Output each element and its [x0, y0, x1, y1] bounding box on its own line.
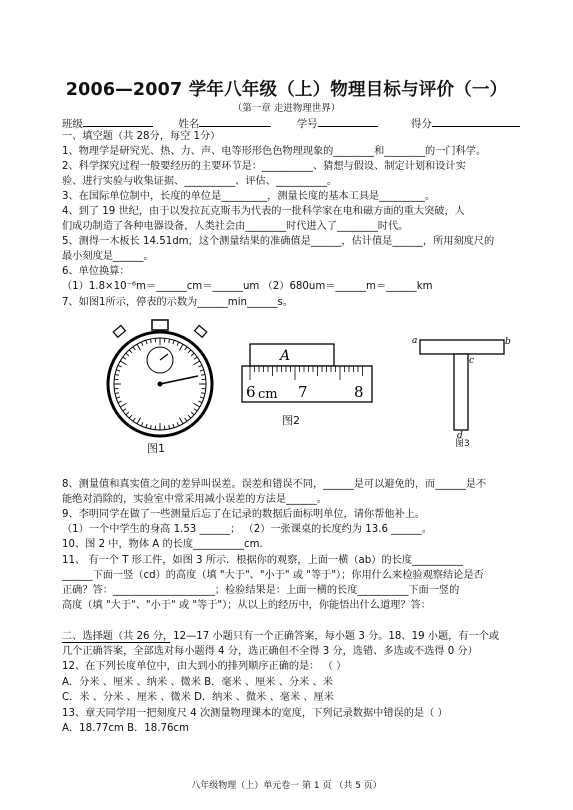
object-a-block — [250, 344, 334, 366]
question-line: 5、测得一木板长 14.51dm，这个测量结果的准确值是______，估计值是______，所用刻度尺的 — [62, 236, 495, 247]
question-line: 4、到了 19 世纪，由于以发拉瓦克斯韦为代表的一批科学家在电和磁方面的重大突破，人 — [62, 206, 465, 217]
ruler-number: 8 — [354, 383, 364, 401]
question-line: 8、测量值和真实值之间的差异叫误差。误差和错误不同，______是可以避免的，而______是不 — [62, 479, 487, 490]
question-line: 9、李明同学在做了一些测量后忘了在记录的数据后面标明单位，请你帮他补上。 — [62, 509, 426, 520]
ruler-number: 6 — [246, 383, 256, 401]
question-line: 10、图 2 中，物体 A 的长度__________cm. — [62, 539, 263, 550]
figure-2-caption: 图2 — [282, 414, 300, 427]
page-title: 2006—2007 学年八年级（上）物理目标与评价（一） — [65, 80, 508, 100]
question-line: 几个正确答案，全部选对每小题得 4 分，选正确但不全得 3 分，选错、多选或不选得 0 分） — [62, 646, 478, 657]
point-c-label: c — [469, 356, 475, 366]
question-line: 高度（填 "大于"、"小于" 或 "等于"）；从以上的经历中，你能悟出什么道理？答： — [62, 600, 431, 611]
question-line: 13、章天同学用一把刻度尺 4 次测量物理课本的宽度，下列记录数据中错误的是（ ） — [62, 708, 448, 719]
name-field[interactable] — [199, 116, 271, 127]
question-line: 最小刻度是______。 — [62, 251, 154, 262]
question-line: 正确？答：____________________；检验结果是：上面一横的长度__________下面一竖的 — [62, 585, 460, 596]
class-label: 班级 — [62, 118, 83, 130]
option-line: A．18.77cm B．18.76cm — [62, 723, 189, 734]
score-label: 得分 — [411, 118, 433, 130]
question-line: 6、单位换算： — [62, 266, 130, 277]
figure-3-caption: 图3 — [455, 439, 470, 449]
question-line: 能绝对消除的，实验室中常采用减小误差的方法是______。 — [62, 494, 327, 505]
question-line: （1）1.8×10⁻⁶m＝______cm＝______um （2）680um＝______m＝______km — [62, 281, 433, 292]
student-info-row — [62, 116, 532, 131]
id-label: 学号 — [296, 118, 318, 130]
class-field[interactable] — [83, 116, 153, 127]
question-line: 7、如图1所示，停表的示数为______min______s。 — [62, 297, 294, 308]
object-a-label: A — [280, 348, 291, 364]
question-line: 11、 有一个 T 形工件，如图 3 所示．根据你的观察，上面一横（ab）的长度__________ — [62, 555, 463, 566]
question-line: 2、科学探究过程一般要经历的主要环节是：__________、猜想与假设、制定计划和设计实 — [62, 161, 466, 172]
option-line: C．米 、分米 、厘米 、微米 D．纳米 、微米 、毫米 、厘米 — [62, 692, 334, 703]
point-b-label: b — [505, 337, 511, 347]
ruler-figure — [240, 342, 374, 404]
page-subtitle: （第一章 走进物理世界） — [232, 103, 341, 114]
page-footer: 八年级物理（上）单元卷一 第 1 页 （共 5 页） — [191, 781, 382, 791]
question-line: 1、物理学是研究光、热、力、声、电等形形色色物理现象的________和________的一门科学。 — [62, 146, 487, 157]
question-line: ______下面一竖（cd）的高度（填 "大于"、"小于" 或 "等于"）；你用什么来检验观察结论是否 — [62, 570, 484, 581]
question-line: 们成功制造了各种电器设备，人类社会由________时代进入了________时代。 — [62, 221, 409, 232]
figure-1-caption: 图1 — [147, 442, 165, 455]
section-1-heading: 一、填空题（共 28分，每空 1分） — [62, 131, 221, 142]
id-field[interactable] — [318, 116, 378, 127]
point-a-label: a — [412, 336, 418, 346]
score-field[interactable] — [432, 116, 520, 127]
ruler-unit: cm — [258, 387, 278, 402]
name-label: 姓名 — [178, 118, 200, 130]
point-d-label: d — [457, 431, 463, 441]
question-line: 12、在下列长度单位中，由大到小的排列顺序正确的是： （ ） — [62, 661, 347, 672]
t-shape-figure — [410, 334, 512, 446]
question-line: 验、进行实验与收集证据、__________、评估、__________。 — [62, 176, 338, 187]
question-line: 3、在国际单位制中，长度的单位是_________，测量长度的基本工具是_________。 — [62, 191, 436, 202]
section-2-heading: 二、选择题（共 26 分，12—17 小题只有一个正确答案，每小题 3 分。18、19 小题，有一个或 — [62, 631, 500, 642]
question-line: （1）一个中学生的身高 1.53 ______； （2）一张课桌的长度约为 13.6 ______。 — [62, 524, 432, 535]
ruler-number: 7 — [298, 383, 308, 401]
option-line: A．分米 、厘米 、纳米 、微米 B．毫米 、厘米 、分米 、米 — [62, 677, 333, 688]
stopwatch-figure — [102, 318, 218, 440]
